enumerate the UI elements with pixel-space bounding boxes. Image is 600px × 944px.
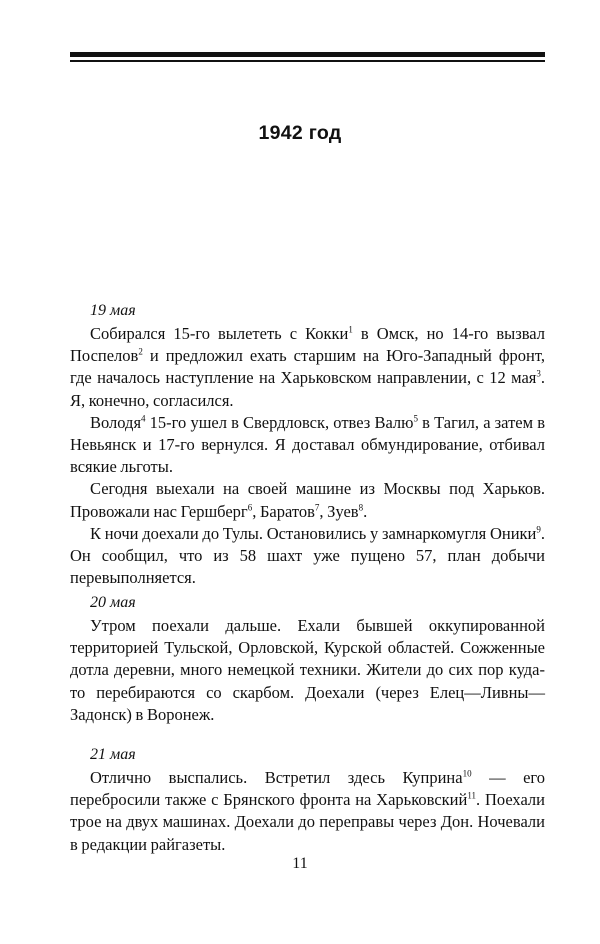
header-rule-thin bbox=[70, 60, 545, 62]
footnote-ref[interactable]: 8 bbox=[358, 502, 364, 513]
entry-paragraph: Володя$^4$ 15-го ушел в Свердловск, отвез Валю$^5$ в Тагил, а затем в Невьянск и 17-го вернулся. Я доставал обмундирование, отбивал всякие льготы. bbox=[70, 412, 546, 477]
footnote-ref[interactable]: 2 bbox=[138, 346, 143, 357]
entry-paragraph: Сегодня выехали на своей машине из Москвы под Харьков. Провожали нас Гершберг$^6$, Баратов$^7$, Зуев$^8$. bbox=[70, 479, 545, 521]
entry-paragraph: Утром поехали дальше. Ехали бывшей оккупированной территорией Тульской, Орловской, Курской областей. Сожженные дотла деревни, много немецкой техники. Жители до сих пор куда-то перебираются со скарбом. Доехали (через Елец—Ливны—Задонск) в Воронеж. bbox=[70, 616, 545, 724]
footnote-ref[interactable]: 4 bbox=[141, 413, 146, 424]
entry-date: 19 мая bbox=[90, 302, 136, 319]
entry-paragraph: Отлично выспались. Встретил здесь Куприна$^{10}$ — его перебросили также с Брянского фронта на Харьковский$^{11}$. Поехали трое на двух машинах. Доехали до переправы через Дон. Ночевали в редакции райгазеты. bbox=[70, 768, 545, 854]
footnote-ref[interactable]: 5 bbox=[413, 413, 418, 424]
header-rule-thick bbox=[70, 52, 545, 57]
chapter-title: 1942 год bbox=[258, 122, 342, 144]
entry-paragraph: К ночи доехали до Тулы. Остановились у замнаркомугля Оники$^9$. Он сообщил, что из 58 шахт уже пущено 57, план добычи перевыполняется. bbox=[70, 523, 545, 588]
footnote-ref[interactable]: 6 bbox=[247, 502, 253, 513]
entry-date: 20 мая bbox=[90, 594, 136, 611]
page-number: 11 bbox=[292, 855, 308, 872]
footnote-ref[interactable]: 1 bbox=[348, 324, 353, 335]
diary-entry-21-may bbox=[70, 744, 545, 856]
footnote-ref[interactable]: 9 bbox=[536, 524, 541, 535]
footnote-ref[interactable]: 7 bbox=[314, 502, 320, 513]
diary-entry-20-may bbox=[70, 592, 545, 726]
footnote-ref[interactable]: 10 bbox=[462, 768, 472, 779]
footnote-ref[interactable]: 3 bbox=[536, 368, 541, 379]
entry-date: 21 мая bbox=[90, 746, 136, 763]
entry-paragraph: Собирался 15-го вылететь с Кокки$^1$ в Омск, но 14-го вызвал Поспелов$^2$ и предложил ехать старшим на Юго-Западный фронт, где началось наступление на Харьковском направлении, с 12 мая$^3$. Я, конечно, согласился. bbox=[70, 324, 545, 410]
diary-entry-19-may bbox=[70, 300, 545, 589]
footnote-ref[interactable]: 11 bbox=[467, 790, 476, 801]
